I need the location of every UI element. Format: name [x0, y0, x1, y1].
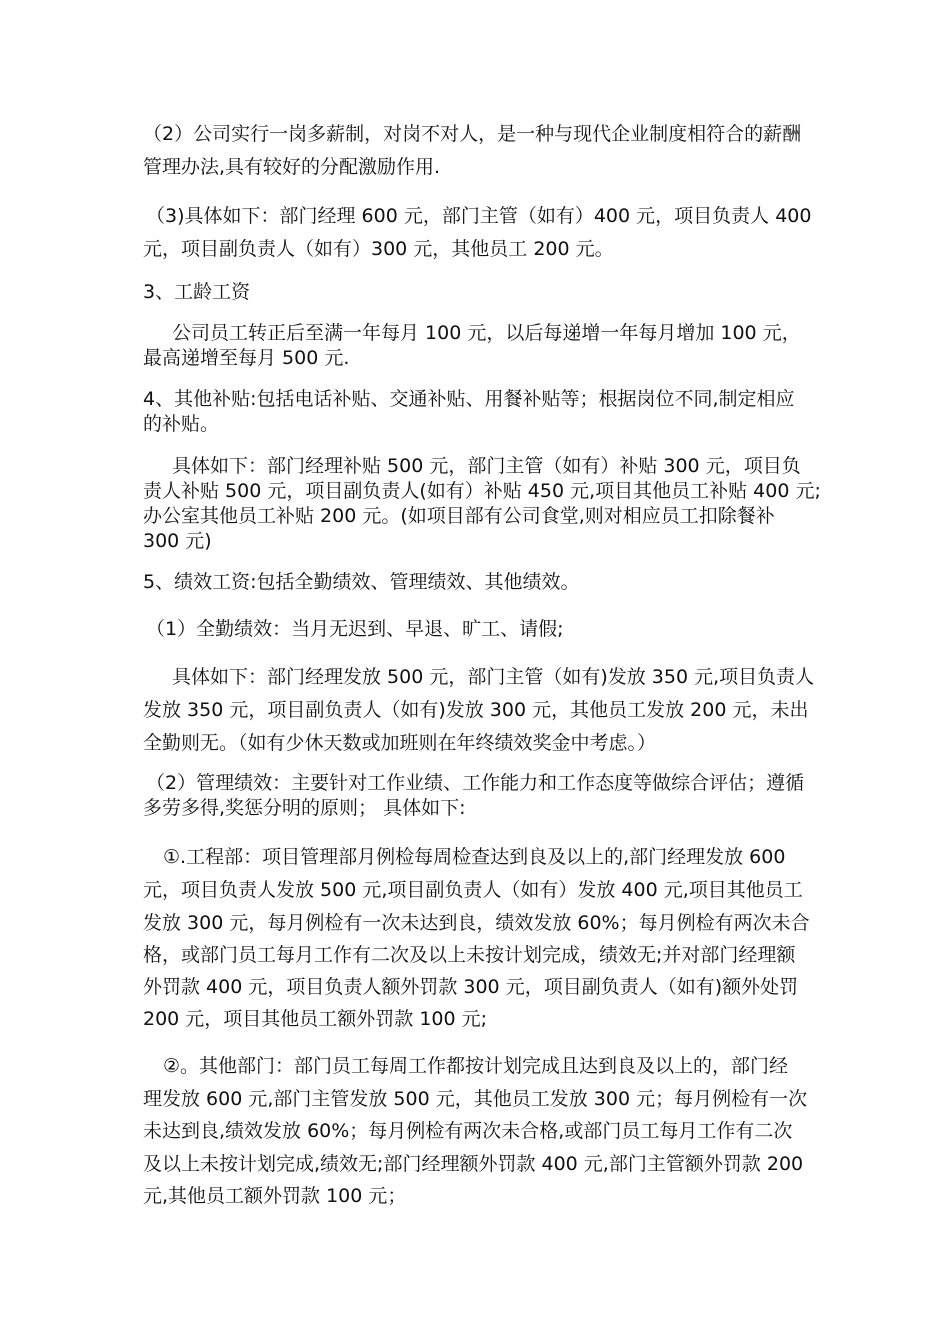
- text-line: 格，或部门员工每月工作有二次及以上未按计划完成，绩效无;并对部门经理额: [143, 944, 796, 966]
- text-line: （1）全勤绩效：当月无迟到、早退、旷工、请假;: [146, 618, 564, 640]
- text-line: （2）管理绩效：主要针对工作业绩、工作能力和工作态度等做综合评估；遵循: [146, 772, 805, 794]
- text-line: （3)具体如下：部门经理 600 元，部门主管（如有）400 元，项目负责人 400: [146, 205, 812, 227]
- text-line: 发放 350 元，项目副负责人（如有)发放 300 元，其他员工发放 200 元，未出: [143, 699, 809, 721]
- text-line: 200 元，项目其他员工额外罚款 100 元;: [143, 1008, 488, 1030]
- text-line: 元,其他员工额外罚款 100 元；: [143, 1185, 407, 1207]
- text-line: 发放 300 元，每月例检有一次未达到良，绩效发放 60%；每月例检有两次未合: [143, 912, 810, 934]
- text-line: 元，项目负责人发放 500 元,项目副负责人（如有）发放 400 元,项目其他员工: [143, 879, 803, 901]
- text-line: 具体如下：部门经理发放 500 元，部门主管（如有)发放 350 元,项目负责人: [172, 666, 815, 688]
- text-line: 理发放 600 元,部门主管发放 500 元，其他员工发放 300 元；每月例检有一次: [143, 1088, 808, 1110]
- text-line: 具体如下：部门经理补贴 500 元，部门主管（如有）补贴 300 元，项目负: [172, 455, 801, 477]
- text-line: 300 元): [143, 530, 212, 552]
- text-line: 责人补贴 500 元，项目副负责人(如有）补贴 450 元,项目其他员工补贴 400 元;: [143, 480, 821, 502]
- text-line: 的补贴。: [143, 413, 220, 435]
- text-line: ①.工程部：项目管理部月例检每周检查达到良及以上的,部门经理发放 600: [163, 846, 786, 868]
- text-line: 最高递增至每月 500 元.: [143, 347, 350, 369]
- section-heading: 4、其他补贴:包括电话补贴、交通补贴、用餐补贴等；根据岗位不同,制定相应: [143, 388, 795, 410]
- text-line: 全勤则无。（如有少休天数或加班则在年终绩效奖金中考虑。）: [143, 732, 657, 754]
- text-line: 外罚款 400 元，项目负责人额外罚款 300 元，项目副负责人（如有)额外处罚: [143, 976, 799, 998]
- text-line: ②。其他部门：部门员工每周工作都按计划完成且达到良及以上的，部门经: [163, 1055, 789, 1077]
- text-line: 及以上未按计划完成,绩效无;部门经理额外罚款 400 元,部门主管额外罚款 200: [143, 1153, 804, 1175]
- text-line: 元，项目副负责人（如有）300 元，其他员工 200 元。: [143, 238, 614, 260]
- text-line: 办公室其他员工补贴 200 元。(如项目部有公司食堂,则对相应员工扣除餐补: [143, 505, 775, 527]
- section-heading: 5、绩效工资:包括全勤绩效、管理绩效、其他绩效。: [143, 571, 580, 593]
- text-line: 多劳多得,奖惩分明的原则； 具体如下:: [143, 797, 466, 819]
- text-line: 公司员工转正后至满一年每月 100 元，以后每递增一年每月增加 100 元，: [172, 322, 801, 344]
- text-line: （2）公司实行一岗多薪制，对岗不对人，是一种与现代企业制度相符合的薪酬: [143, 123, 802, 145]
- text-line: 管理办法,具有较好的分配激励作用.: [143, 156, 441, 178]
- text-line: 未达到良,绩效发放 60%；每月例检有两次未合格,或部门员工每月工作有二次: [143, 1120, 793, 1142]
- section-heading: 3、工龄工资: [143, 281, 251, 303]
